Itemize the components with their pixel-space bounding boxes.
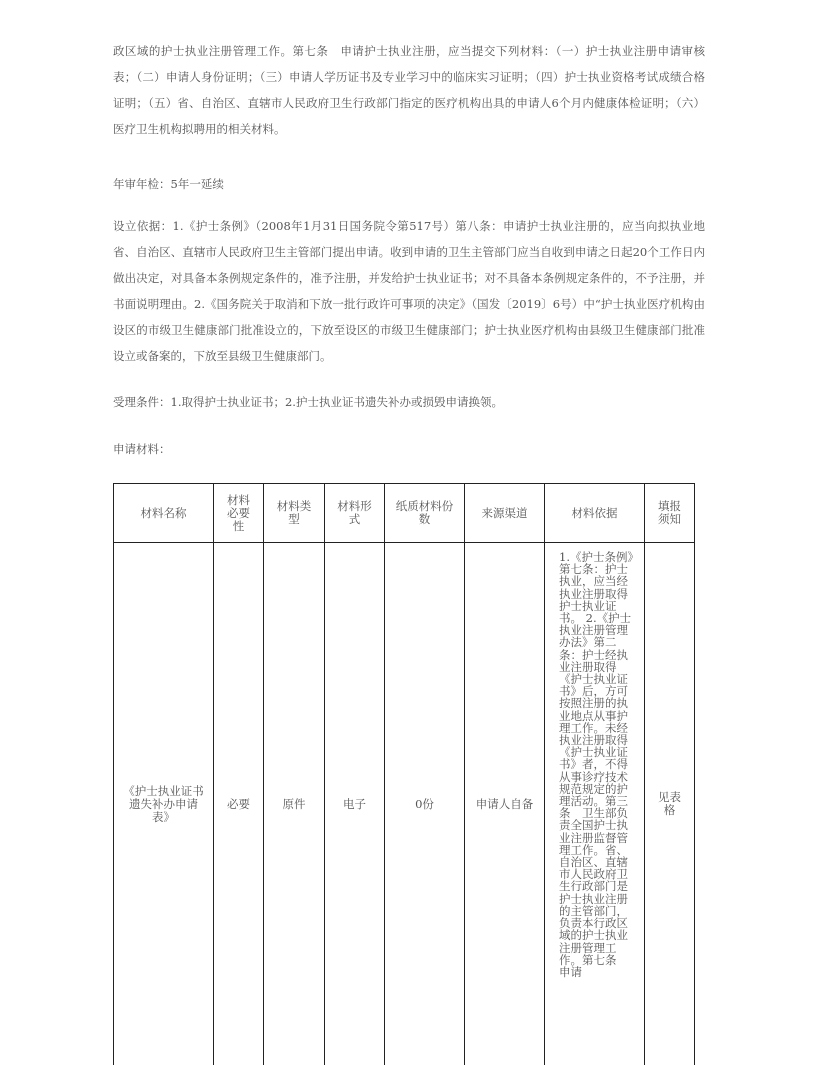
table-header-row (114, 484, 695, 543)
header-label: 纸质材料份数 (385, 500, 464, 526)
table-row (114, 543, 695, 1065)
header-label: 材料必要性 (214, 494, 263, 533)
header-label: 材料依据 (545, 507, 644, 520)
cell-text: 申请人自备 (465, 798, 544, 811)
acceptance-conditions-paragraph: 受理条件：1.取得护士执业证书；2.护士执业证书遗失补办或损毁申请换领。 (113, 389, 705, 415)
cell-basis (545, 543, 645, 1065)
cell-form (325, 543, 385, 1065)
header-material-form (325, 484, 385, 543)
header-label: 来源渠道 (465, 507, 544, 520)
cell-material-name (114, 543, 214, 1065)
header-source (465, 484, 545, 543)
cell-text: 原件 (264, 798, 324, 811)
cell-text: 电子 (325, 798, 384, 811)
cell-text: 见表格 (645, 791, 694, 817)
header-material-necessity (214, 484, 264, 543)
materials-heading: 申请材料： (113, 436, 705, 462)
cell-text: 1.《护士条例》第七条：护士执业，应当经执业注册取得护士执业证书。 2.《护士执业注册管理办法》第二条：护士经执业注册取得《护士执业证书》后，方可按照注册的执业地点从事护理工作。未经执业注册取得《护士执业证书》者，不得从事诊疗技术规范规定的护理活动。第三条 卫生部负责全国护士执业注册监督管理工作。省、自治区、直辖市人民政府卫生行政部门是护士执业注册的主管部门，负责本行政区域的护士执业注册管理工作。第七条 申请 (545, 543, 644, 1065)
header-paper-copies (385, 484, 465, 543)
header-material-name (114, 484, 214, 543)
cell-text: 必要 (214, 798, 263, 811)
cell-instructions (645, 543, 695, 1065)
header-label: 材料名称 (114, 507, 213, 520)
cell-text: 0份 (385, 798, 464, 811)
annual-review-paragraph: 年审年检：5年一延续 (113, 171, 705, 197)
legal-basis-paragraph: 设立依据：1.《护士条例》（2008年1月31日国务院令第517号）第八条：申请护士执业注册的，应当向拟执业地省、自治区、直辖市人民政府卫生主管部门提出申请。收到申请的卫生主管部门应当自收到申请之日起20个工作日内做出决定，对具备本条例规定条件的，准予注册，并发给护士执业证书；对不具备本条例规定条件的，不予注册，并书面说明理由。2.《国务院关于取消和下放一批行政许可事项的决定》（国发〔2019〕6号）中“护士执业医疗机构由设区的市级卫生健康部门批准设立的，下放至设区的市级卫生健康部门；护士执业医疗机构由县级卫生健康部门批准设立或备案的，下放至县级卫生健康部门。 (113, 213, 705, 369)
cell-text: 《护士执业证书遗失补办申请表》 (114, 785, 213, 824)
header-label: 填报须知 (645, 500, 694, 526)
cell-type (264, 543, 325, 1065)
cell-paper-copies (385, 543, 465, 1065)
header-material-type (264, 484, 325, 543)
materials-table (113, 483, 695, 1065)
header-label: 材料类型 (264, 500, 324, 526)
cell-necessity (214, 543, 264, 1065)
header-instructions (645, 484, 695, 543)
cell-source (465, 543, 545, 1065)
header-label: 材料形式 (325, 500, 384, 526)
regulation-continued-paragraph: 政区域的护士执业注册管理工作。第七条 申请护士执业注册，应当提交下列材料：（一）护士执业注册申请审核表；（二）申请人身份证明；（三）申请人学历证书及专业学习中的临床实习证明；（四）护士执业资格考试成绩合格证明；（五）省、自治区、直辖市人民政府卫生行政部门指定的医疗机构出具的申请人6个月内健康体检证明；（六）医疗卫生机构拟聘用的相关材料。 (113, 38, 705, 142)
header-basis (545, 484, 645, 543)
